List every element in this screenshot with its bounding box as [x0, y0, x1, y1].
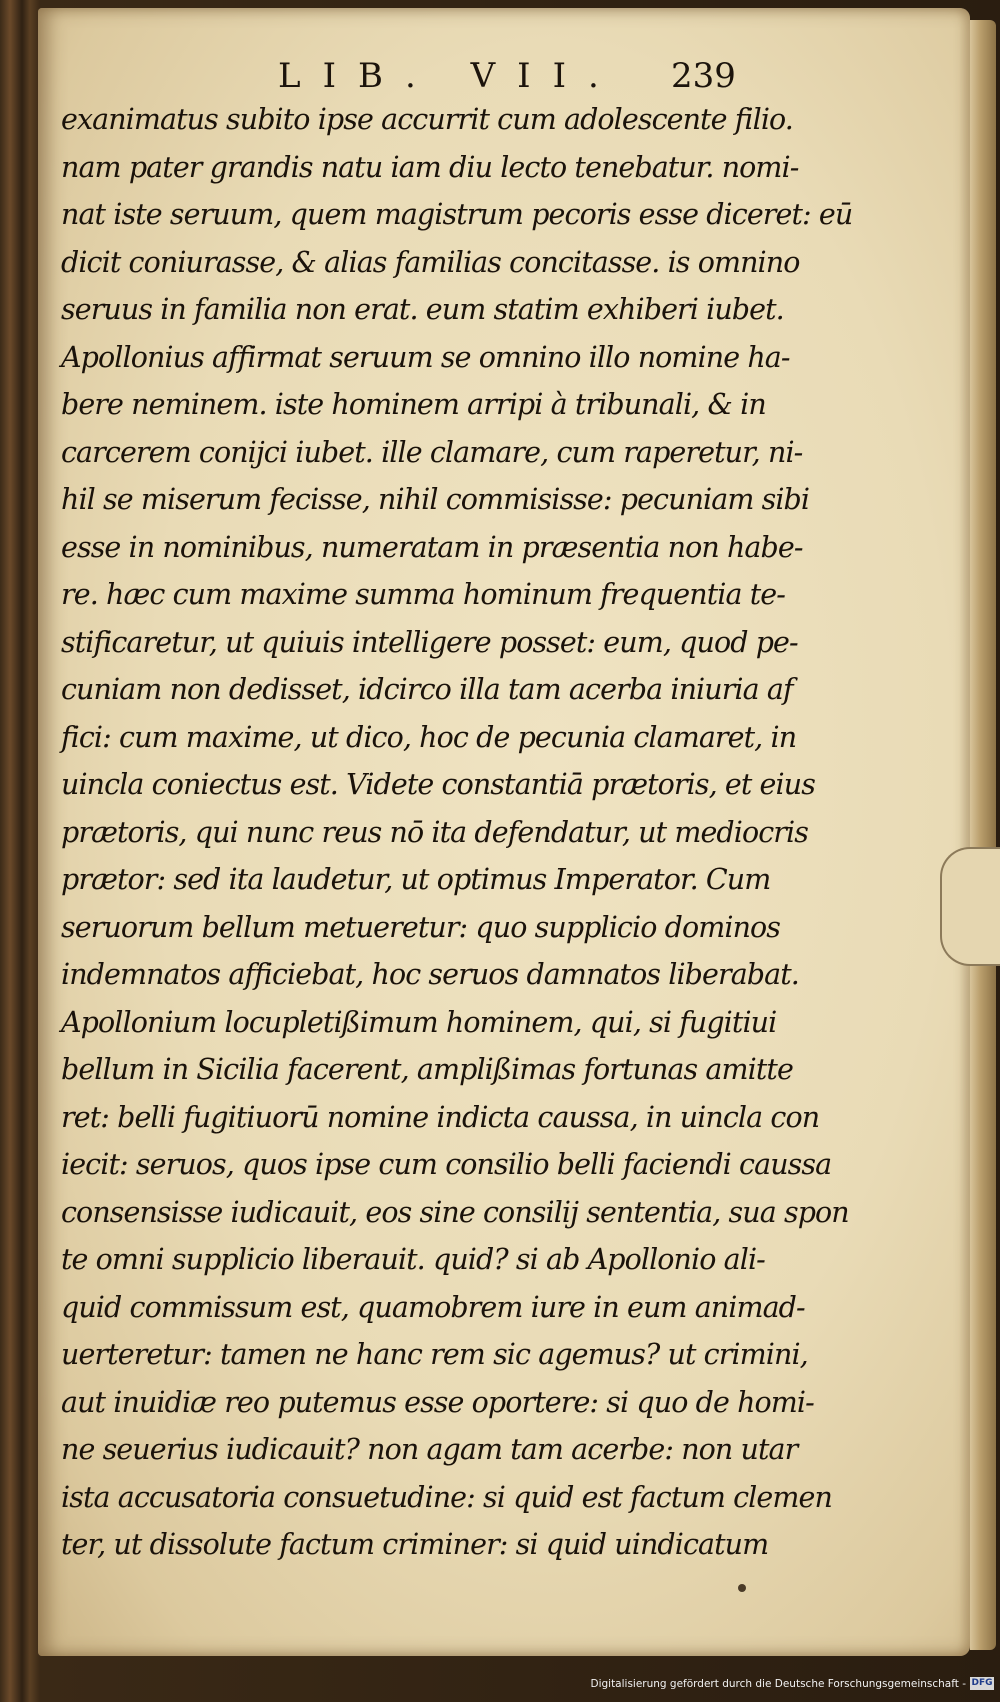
- text-line: ter, ut dissolute factum criminer: si quid uindicatum: [61, 1528, 769, 1561]
- text-line: stificaretur, ut quiuis intelligere posset: eum, quod pe-: [61, 625, 798, 659]
- text-line: carcerem conijci iubet. ille clamare, cum raperetur, ni-: [61, 435, 803, 469]
- book-page: [38, 8, 970, 1656]
- text-line: seruus in familia non erat. eum statim exhiberi iubet.: [61, 293, 784, 326]
- text-line: bellum in Sicilia facerent, amplißimas fortunas amitte: [61, 1053, 793, 1086]
- footer-credit: Digitalisierung gefördert durch die Deutsche Forschungsgemeinschaft -: [590, 1678, 966, 1690]
- page-number: 239: [671, 56, 736, 96]
- text-line: Apollonium locupletißimum hominem, qui, si fugitiui: [61, 1005, 777, 1039]
- text-line: consensisse iudicauit, eos sine consilij sententia, sua spon: [61, 1195, 849, 1229]
- text-line: uerteretur: tamen ne hanc rem sic agemus? ut crimini,: [61, 1338, 808, 1371]
- text-line: ne seuerius iudicauit? non agam tam acerbe: non utar: [61, 1433, 798, 1466]
- text-line: quid commissum est, quamobrem iure in eum animad-: [61, 1290, 805, 1324]
- text-line: prætoris, qui nunc reus nō ita defendatur, ut mediocris: [61, 815, 808, 849]
- text-line: ista accusatoria consuetudine: si quid est factum clemen: [61, 1480, 832, 1514]
- footer-bar: [0, 1672, 1000, 1702]
- page-edge: [970, 20, 996, 1650]
- text-line: cuniam non dedisset, idcirco illa tam acerba iniuria af: [61, 673, 793, 706]
- text-line: aut inuidiæ reo putemus esse oportere: si quo de homi-: [61, 1385, 814, 1419]
- text-line: Apollonius affirmat seruum se omnino illo nomine ha-: [61, 340, 790, 374]
- text-line: esse in nominibus, numeratam in præsentia non habe-: [61, 530, 803, 564]
- text-line: uincla coniectus est. Videte constantiā prætoris, et eius: [61, 768, 815, 801]
- dfg-logo: DFG: [971, 1678, 993, 1688]
- text-line: nat iste seruum, quem magistrum pecoris esse diceret: eū: [61, 198, 853, 231]
- text-line: iecit: seruos, quos ipse cum consilio belli faciendi caussa: [61, 1148, 832, 1181]
- ink-mark: [738, 1584, 746, 1592]
- text-line: ret: belli fugitiuorū nomine indicta caussa, in uincla con: [61, 1100, 820, 1134]
- text-line: te omni supplicio liberauit. quid? si ab Apollonio ali-: [61, 1243, 765, 1276]
- text-line: prætor: sed ita laudetur, ut optimus Imperator. Cum: [61, 863, 771, 896]
- text-line: seruorum bellum metueretur: quo supplicio dominos: [61, 910, 781, 944]
- text-line: bere neminem. iste hominem arripi à tribunali, & in: [61, 388, 766, 421]
- page-tab-notch: [940, 847, 1000, 966]
- page-header: [38, 56, 970, 96]
- text-line: nam pater grandis natu iam diu lecto tenebatur. nomi-: [61, 150, 799, 184]
- text-line: hil se miserum fecisse, nihil commisisse: pecuniam sibi: [61, 483, 810, 516]
- text-line: re. hæc cum maxime summa hominum frequentia te-: [61, 578, 785, 611]
- text-line: dicit coniurasse, & alias familias concitasse. is omnino: [61, 245, 800, 279]
- text-line: indemnatos afficiebat, hoc seruos damnatos liberabat.: [61, 958, 799, 991]
- running-head: LIB. VII.: [278, 56, 621, 96]
- text-line: exanimatus subito ipse accurrit cum adolescente filio.: [61, 103, 793, 136]
- body-text: [61, 96, 853, 1569]
- text-line: fici: cum maxime, ut dico, hoc de pecunia clamaret, in: [61, 720, 797, 754]
